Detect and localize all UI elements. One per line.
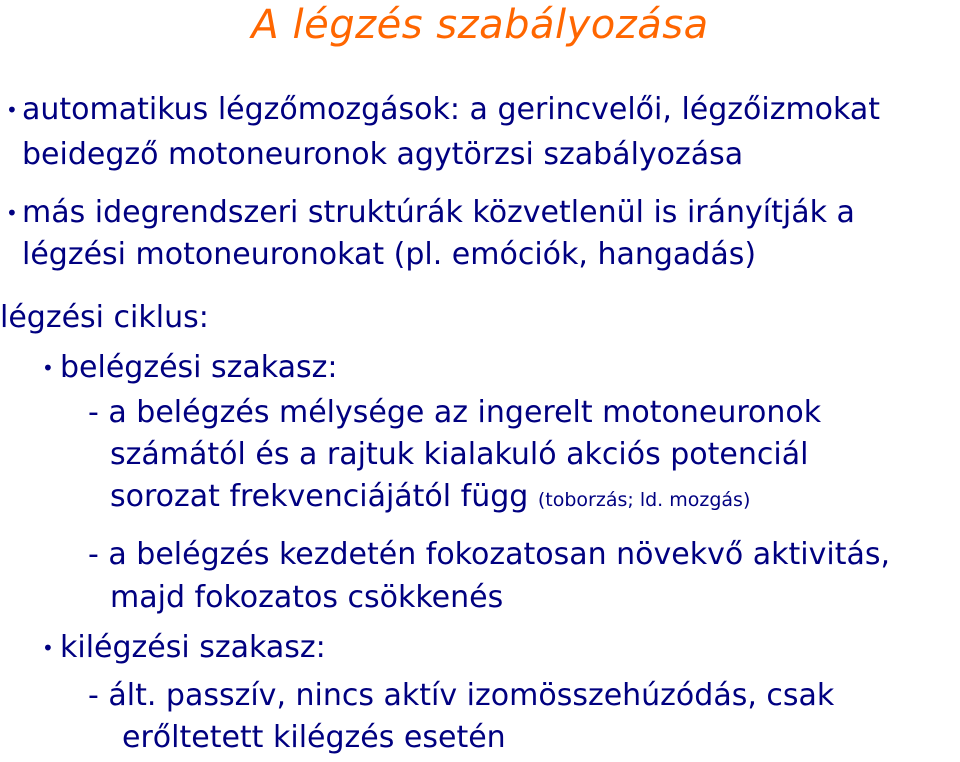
inhale-item-1-line-3-text: sorozat frekvenciájától függ	[110, 479, 529, 514]
inhale-item-1-line-3	[110, 479, 750, 518]
bullet-dot: •	[6, 98, 18, 122]
inhale-item-2-line-1: - a belégzés kezdetén fokozatosan növekvő aktivitás,	[88, 537, 891, 572]
bullet-dot: •	[42, 356, 54, 380]
exhale-item-1-line-2: erőltetett kilégzés esetén	[122, 720, 506, 755]
inhale-label: belégzési szakasz:	[60, 350, 338, 385]
bullet-dot: •	[42, 636, 54, 660]
exhale-label: kilégzési szakasz:	[60, 630, 326, 665]
bullet-2-line-2: légzési motoneuronokat (pl. emóciók, hangadás)	[22, 237, 757, 272]
inhale-item-1-line-1: - a belégzés mélysége az ingerelt motoneuronok	[88, 395, 822, 430]
section-label: légzési ciklus:	[0, 300, 209, 335]
inhale-item-1-line-2: számától és a rajtuk kialakuló akciós potenciál	[110, 437, 809, 472]
slide-title: A légzés szabályozása	[251, 2, 709, 48]
inhale-item-1-note: (toborzás; ld. mozgás)	[537, 489, 751, 511]
bullet-2-line-1: más idegrendszeri struktúrák közvetlenül is irányítják a	[22, 195, 855, 230]
exhale-item-1-line-1: - ált. passzív, nincs aktív izomösszehúzódás, csak	[88, 678, 835, 713]
bullet-dot: •	[6, 201, 18, 225]
bullet-1-line-2: beidegző motoneuronok agytörzsi szabályozása	[22, 137, 744, 172]
bullet-1-line-1: automatikus légzőmozgások: a gerincvelői, légzőizmokat	[22, 92, 881, 127]
inhale-item-2-line-2: majd fokozatos csökkenés	[110, 580, 504, 615]
